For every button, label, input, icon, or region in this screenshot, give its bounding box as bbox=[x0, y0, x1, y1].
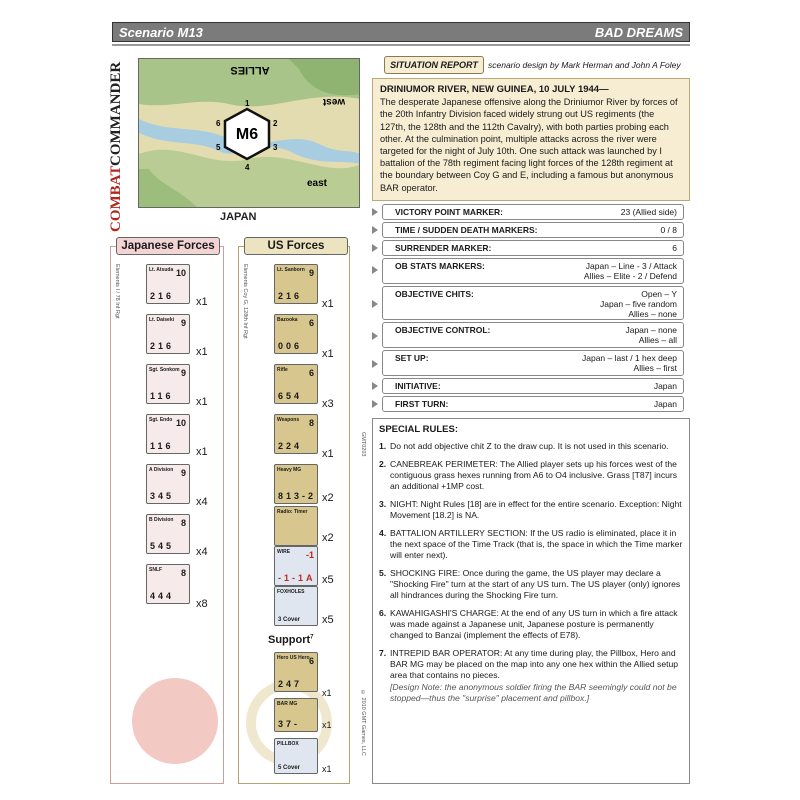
us-counter-rifle: Rifle 6 654 bbox=[274, 364, 318, 404]
jp-counter-daiseki: Lt. Daiseki 9 216 bbox=[146, 314, 190, 354]
map-south-label: JAPAN bbox=[220, 211, 257, 223]
rule-item: 6. KAWAHIGASHI'S CHARGE: At the end of any US turn in which a fire attack was made against a Japanese unit, Japanese posture is permanently changed to Banzai (implement the effects of E78). bbox=[379, 608, 678, 640]
jp-counter-b-division: B Division 8 545 bbox=[146, 514, 190, 554]
us-mult: x3 bbox=[322, 398, 334, 410]
row-arrow bbox=[372, 244, 378, 252]
special-rules-title: SPECIAL RULES: bbox=[379, 424, 459, 435]
rule-item: 5. SHOCKING FIRE: Once during the game, the US player may declare a "Shocking Fire" turn at the start of any US turn. The US player (only) ignores all hindrances during the Shocking Fire turn. bbox=[379, 568, 681, 600]
japanese-side-note: Elements I / 78 Inf Rgt bbox=[114, 264, 120, 319]
jp-mult: x4 bbox=[196, 546, 208, 558]
row-arrow bbox=[372, 332, 378, 340]
us-forces-title: US Forces bbox=[244, 237, 348, 255]
setup-row-objective-control: OBJECTIVE CONTROL: Japan – none Allies – all bbox=[382, 322, 684, 348]
us-mult: x1 bbox=[322, 298, 334, 310]
scenario-title: BAD DREAMS bbox=[594, 25, 683, 40]
setup-row-setup: SET UP: Japan – last / 1 hex deep Allies – first bbox=[382, 350, 684, 376]
jp-counter-sonkom: Sgt. Sonkom 9 116 bbox=[146, 364, 190, 404]
us-mult: x5 bbox=[322, 614, 334, 626]
japan-roundel bbox=[132, 678, 218, 764]
special-rules bbox=[372, 418, 690, 784]
situation-report bbox=[372, 78, 690, 201]
hex-side-3: 3 bbox=[273, 143, 278, 152]
support-counter-hero: Hero US Hero 6 247 bbox=[274, 652, 318, 692]
us-mult: x1 bbox=[322, 348, 334, 360]
row-arrow bbox=[372, 208, 378, 216]
scenario-header bbox=[112, 22, 690, 42]
map-east-label: east bbox=[306, 178, 328, 189]
support-mult: x1 bbox=[322, 764, 332, 774]
hex-side-4: 4 bbox=[245, 163, 250, 172]
hex-side-5: 5 bbox=[216, 143, 221, 152]
setup-row-surrender: SURRENDER MARKER: 6 bbox=[382, 240, 684, 256]
gmt-code: GMT0203 bbox=[360, 432, 366, 457]
us-mult: x2 bbox=[322, 492, 334, 504]
row-arrow bbox=[372, 226, 378, 234]
hex-side-6: 6 bbox=[216, 119, 221, 128]
row-arrow bbox=[372, 360, 378, 368]
brand-word1: COMBAT bbox=[108, 165, 124, 232]
support-mult: x1 bbox=[322, 688, 332, 698]
copyright: © 2010 GMT Games, LLC bbox=[360, 690, 366, 756]
situation-label: SITUATION REPORT bbox=[384, 56, 484, 74]
hex-side-2: 2 bbox=[273, 119, 278, 128]
us-mult: x1 bbox=[322, 448, 334, 460]
us-counter-radio: Radio: Timer bbox=[274, 506, 318, 546]
rule-item: 7. INTREPID BAR OPERATOR: At any time during play, the Pillbox, Hero and BAR MG may be placed on the map into any one hex within the Allied setup area that contains no pieces. bbox=[379, 648, 679, 680]
row-arrow bbox=[372, 400, 378, 408]
design-note: [Design Note: the anonymous soldier firing the BAR seemingly could not be stopped—thus the "surprise" placement and pillbox.] bbox=[390, 682, 677, 703]
rule-item: 1. Do not add objective chit Z to the draw cup. It is not used in this scenario. bbox=[379, 441, 669, 451]
jp-mult: x1 bbox=[196, 296, 208, 308]
jp-mult: x1 bbox=[196, 446, 208, 458]
us-counter-heavy-mg: Heavy MG 813-2 bbox=[274, 464, 318, 504]
hex-side-1: 1 bbox=[245, 99, 250, 108]
jp-counter-snlf: SNLF 8 444 bbox=[146, 564, 190, 604]
row-arrow bbox=[372, 300, 378, 308]
situation-body: The desperate Japanese offensive along the Driniumor River by forces of the 20th Infantry Division faced widely strung out US regiments (the 127th, the 128th and the 112th Cavalry), with both parties probing each other. At the culmination point, multiple attacks across the river were targeted for the night of July 10th. One such attack was launched by I battalion of the 78th regiment facing light forces of the 128th regiment at the boundary between Coy G and E, including a famous but anonymous BAR operator. bbox=[380, 97, 678, 193]
setup-row-obstats: OB STATS MARKERS: Japan – Line - 3 / Attack Allies – Elite - 2 / Defend bbox=[382, 258, 684, 284]
us-side-note: Elements Coy G, 128th Inf Rgt bbox=[242, 264, 248, 339]
setup-row-time: TIME / SUDDEN DEATH MARKERS: 0 / 8 bbox=[382, 222, 684, 238]
jp-mult: x1 bbox=[196, 346, 208, 358]
setup-row-first-turn: FIRST TURN: Japan bbox=[382, 396, 684, 412]
japanese-forces-title: Japanese Forces bbox=[116, 237, 220, 255]
jp-counter-endo: Sgt. Endo 10 116 bbox=[146, 414, 190, 454]
support-counter-pillbox: PILLBOX 5 Cover bbox=[274, 738, 318, 774]
rule-item: 3. NIGHT: Night Rules [18] are in effect for the entire scenario. Exception: Night Movement [18.2] is NA. bbox=[379, 499, 682, 520]
rule-item: 4. BATTALION ARTILLERY SECTION: If the US radio is eliminated, place it in the next space of the Time Track (that is, the space in which the Time marker will enter next). bbox=[379, 528, 683, 560]
support-title: Support$^7$ bbox=[268, 634, 314, 646]
us-counter-sanborn: Lt. Sanborn 9 216 bbox=[274, 264, 318, 304]
situation-title: DRINIUMOR RIVER, NEW GUINEA, 10 JULY 1944— bbox=[380, 84, 609, 95]
rule-item: 2. CANEBREAK PERIMETER: The Allied player sets up his forces west of the contiguous grass hexes running from A6 to O4 inclusive. Grass [T87] incurs an additional +1MP cost. bbox=[379, 459, 678, 491]
us-counter-bazooka: Bazooka 6 006 bbox=[274, 314, 318, 354]
setup-row-victory: VICTORY POINT MARKER: 23 (Allied side) bbox=[382, 204, 684, 220]
setup-row-objective-chits: OBJECTIVE CHITS: Open – Y Japan – five random Allies – none bbox=[382, 286, 684, 320]
support-counter-bar-mg: BAR MG 37- bbox=[274, 698, 318, 732]
us-counter-weapons: Weapons 8 224 bbox=[274, 414, 318, 454]
map-id: M6 bbox=[235, 126, 259, 143]
scenario-number: Scenario M13 bbox=[119, 25, 203, 40]
design-credit: scenario design by Mark Herman and John A Foley bbox=[488, 60, 681, 70]
map-west-label: west bbox=[322, 96, 346, 107]
map-north-label: ALLIES bbox=[230, 64, 270, 76]
jp-mult: x8 bbox=[196, 598, 208, 610]
brand-logo bbox=[100, 60, 128, 235]
row-arrow bbox=[372, 266, 378, 274]
setup-row-initiative: INITIATIVE: Japan bbox=[382, 378, 684, 394]
header-rule bbox=[112, 44, 690, 46]
us-mult: x5 bbox=[322, 574, 334, 586]
jp-mult: x1 bbox=[196, 396, 208, 408]
support-mult: x1 bbox=[322, 720, 332, 730]
jp-counter-atsuda: Lt. Atsuda 10 216 bbox=[146, 264, 190, 304]
brand-word2: COMMANDER bbox=[108, 61, 124, 166]
jp-counter-a-division: A Division 9 345 bbox=[146, 464, 190, 504]
scenario-map bbox=[138, 58, 360, 208]
us-counter-foxholes: FOXHOLES 3 Cover bbox=[274, 586, 318, 626]
us-mult: x2 bbox=[322, 532, 334, 544]
us-counter-wire: WIRE -1 -1-1A bbox=[274, 546, 318, 586]
jp-mult: x4 bbox=[196, 496, 208, 508]
row-arrow bbox=[372, 382, 378, 390]
